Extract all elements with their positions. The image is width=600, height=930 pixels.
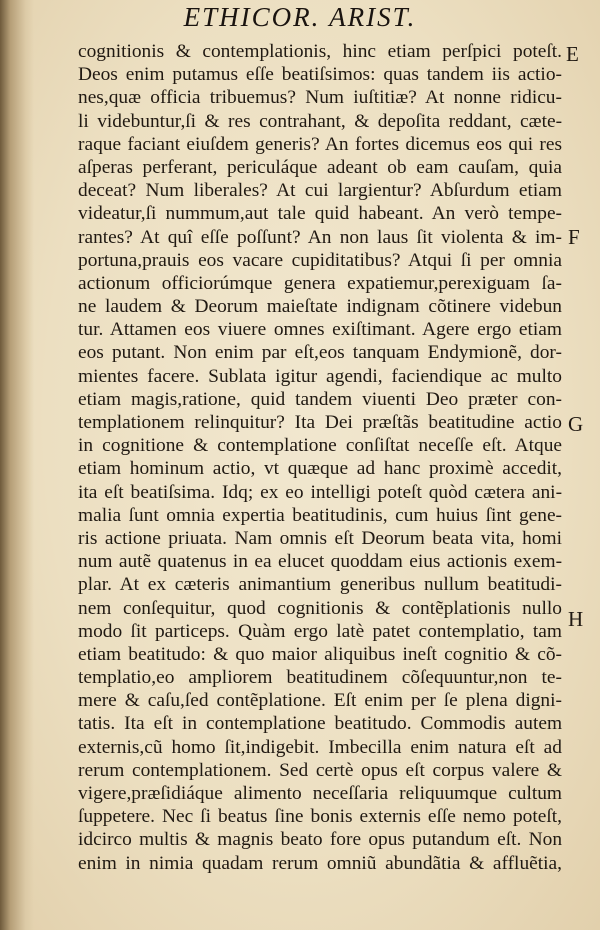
margin-letter-e: E bbox=[566, 42, 579, 66]
text-line: rantes? At quî eſſe poſſunt? An non laus ſit violenta & im- bbox=[78, 226, 562, 248]
text-line: videatur,ſi nummum,aut tale quid habeant. An verò tempe- bbox=[78, 203, 563, 225]
text-line: templationem relinquitur? Ita Dei præſtãs beatitudine actio bbox=[78, 412, 562, 433]
text-line: plar. At ex cæteris animantium generibus nullum beatitudi- bbox=[78, 574, 562, 596]
text-line: portuna,prauis eos vacare cupiditatibus? Atqui ſi per omnia bbox=[78, 249, 562, 271]
text-line: cognitionis & contemplationis, hinc etiam perſpici poteſt. bbox=[78, 41, 563, 62]
text-line: modo ſit particeps. Quàm ergo latè patet contemplatio, tam bbox=[78, 620, 562, 642]
running-head-right: ARIST. bbox=[329, 2, 417, 32]
text-line: mientes facere. Sublata igitur agendi, faciendique ac multo bbox=[78, 365, 562, 387]
text-line: rerum contemplationem. Sed certè opus eſt corpus valere & bbox=[78, 759, 563, 781]
running-head-left: ETHICOR. bbox=[183, 2, 321, 32]
binding-gutter bbox=[0, 0, 34, 930]
text-line: ſuppetere. Nec ſi beatus ſine bonis externis eſſe nemo poteſt, bbox=[78, 806, 562, 828]
text-line: ris actione priuata. Nam omnis eſt Deorum beata vita, homi bbox=[78, 527, 562, 549]
text-line: etiam magis,ratione, quid tandem viuenti Deo præter con- bbox=[78, 388, 562, 410]
text-line: eos putant. Non enim par eſt,eos tanquam Endymionẽ, dor- bbox=[78, 342, 562, 364]
running-head bbox=[0, 2, 600, 33]
margin-letter-h: H bbox=[568, 607, 584, 631]
text-line: templatio,eo ampliorem beatitudinem cõſequuntur,non te- bbox=[78, 667, 562, 689]
body-text bbox=[78, 40, 562, 875]
text-line: nes,quæ officia tribuemus? Num iuſtitiæ? At nonne ridicu- bbox=[78, 87, 562, 109]
text-line: aſperas perferant, periculáque adeant ob eam cauſam, quia bbox=[78, 156, 562, 178]
text-line: tatis. Ita eſt in contemplatione beatitudo. Commodis autem bbox=[78, 713, 563, 735]
text-line: enim in nimia quadam rerum omniũ abundãtia & affluẽtia, bbox=[78, 852, 562, 874]
text-line: Deos enim putamus eſſe beatiſsimos: quas tandem iis actio- bbox=[78, 64, 562, 86]
text-line: externis,cũ homo ſit,indigebit. Imbecilla enim natura eſt ad bbox=[78, 736, 562, 758]
text-line: idcirco multis & magnis beato fore opus putandum eſt. Non bbox=[78, 829, 563, 851]
text-line: etiam beatitudo: & quo maior aliquibus ineſt cognitio & cõ- bbox=[78, 643, 563, 665]
text-line: malia ſunt omnia expertia beatitudinis, cum huius ſint gene- bbox=[78, 504, 563, 526]
text-line: etiam hominum actio, vt quæque ad hanc proximè accedit, bbox=[78, 458, 563, 480]
text-line: tur. Attamen eos viuere omnes exiſtimant. Agere ergo etiam bbox=[78, 319, 562, 341]
margin-letter-g: G bbox=[568, 412, 584, 436]
text-line: vigere,præſidiáque alimento neceſſaria reliquumque cultum bbox=[78, 783, 563, 804]
text-line: ita eſt beatiſsima. Idq; ex eo intelligi poteſt quòd cætera ani- bbox=[78, 481, 563, 503]
text-line: mere & caſu,ſed contẽplatione. Eſt enim per ſe plena digni- bbox=[78, 690, 562, 712]
text-line: raque faciant eiuſdem generis? An fortes dicemus eos qui res bbox=[78, 133, 563, 155]
text-line: li videbuntur,ſi & res contrahant, & depoſita reddant, cæte- bbox=[78, 110, 563, 132]
text-line: nem conſequitur, quod cognitionis & contẽplationis nullo bbox=[78, 597, 562, 619]
text-line: in cognitione & contemplatione conſiſtat neceſſe eſt. Atque bbox=[78, 435, 563, 457]
text-line: ne laudem & Deorum maieſtate indignam cõtinere videbun bbox=[78, 296, 562, 318]
text-line: deceat? Num liberales? At cui largientur? Abſurdum etiam bbox=[78, 180, 562, 202]
margin-letter-f: F bbox=[568, 225, 580, 249]
text-line: num autẽ quatenus in ea elucet quoddam eius actionis exem- bbox=[78, 551, 563, 573]
text-line: actionum officiorúmque genera expatiemur,perexiguam ſa- bbox=[78, 272, 562, 294]
